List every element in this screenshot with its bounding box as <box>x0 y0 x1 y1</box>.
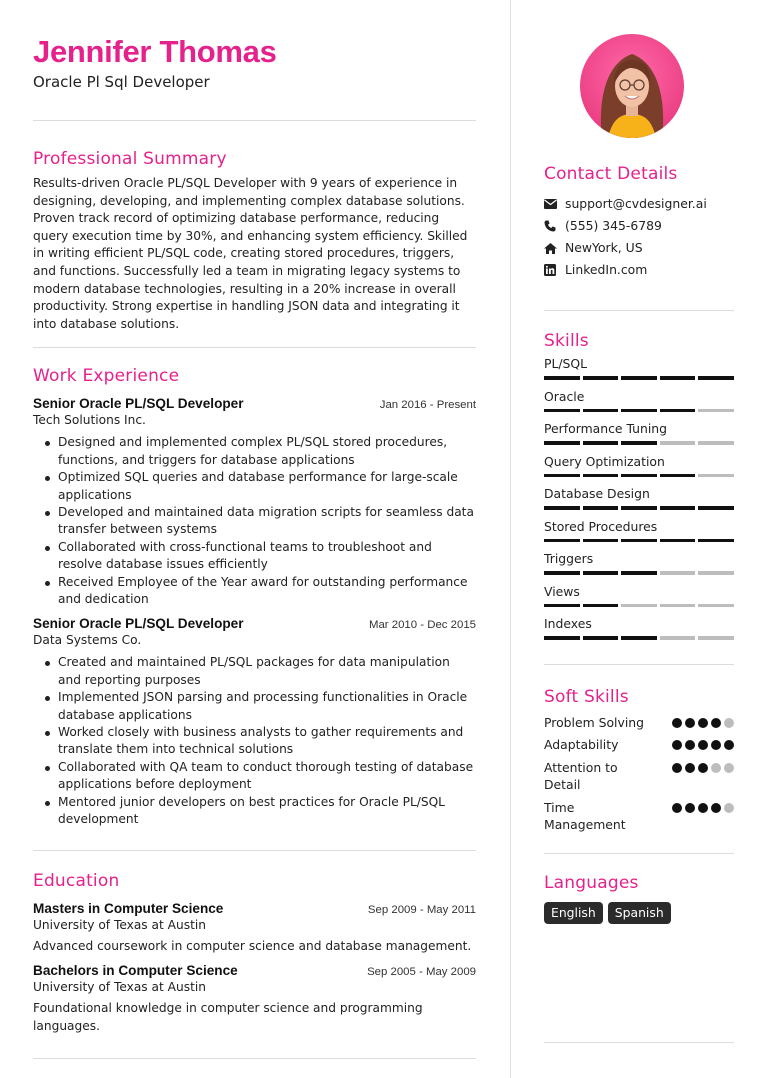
rating-dot-icon <box>724 763 734 773</box>
skill-segment <box>544 506 580 510</box>
job-bullets <box>33 654 476 828</box>
job-bullet-text: Developed and maintained data migration scripts for seamless data transfer between systems <box>58 504 474 537</box>
contact-title: Contact Details <box>544 164 678 184</box>
rating-dot-icon <box>724 718 734 728</box>
job-bullet <box>33 689 476 724</box>
job-bullet <box>33 539 476 574</box>
skill-level-bar <box>544 571 734 575</box>
job-bullet <box>33 434 476 469</box>
school-name: University of Texas at Austin <box>33 980 206 995</box>
candidate-name: Jennifer Thomas <box>33 34 277 69</box>
skill-name: Triggers <box>544 551 594 566</box>
rating-dot-icon <box>724 740 734 750</box>
skills-section <box>544 330 734 640</box>
language-badge: English <box>544 902 603 924</box>
education-entry <box>33 962 476 1035</box>
education-divider <box>33 1058 476 1059</box>
job-entry <box>33 615 476 828</box>
rating-dot-icon <box>685 718 695 728</box>
soft-skill-name: Attention to Detail <box>544 759 618 792</box>
job-bullet-text: Collaborated with QA team to conduct thorough testing of database applications before deployment <box>58 759 474 792</box>
rating-dot-icon <box>672 763 682 773</box>
avatar <box>580 34 684 138</box>
soft-skills-divider <box>544 853 734 854</box>
skill-segment <box>583 409 619 413</box>
skill-segment <box>544 571 580 575</box>
skill-name: Oracle <box>544 388 585 404</box>
skill-item <box>544 389 734 413</box>
job-bullet-text: Mentored junior developers on best practices for Oracle PL/SQL development <box>58 794 445 827</box>
job-header <box>33 615 476 632</box>
bullet-dot-icon <box>45 441 50 446</box>
skill-segment <box>698 604 734 608</box>
skill-segment <box>660 571 696 575</box>
job-list <box>33 395 476 828</box>
bullet-dot-icon <box>45 766 50 771</box>
skill-name: Database Design <box>544 486 650 501</box>
contact-location <box>544 237 734 259</box>
skill-name: PL/SQL <box>544 356 588 371</box>
soft-skill-rating <box>672 763 734 773</box>
skill-segment <box>621 376 657 380</box>
school-name: University of Texas at Austin <box>33 918 206 933</box>
job-bullet-text: Worked closely with business analysts to gather requirements and translate them into technical solutions <box>58 725 464 757</box>
skill-name: Stored Procedures <box>544 518 658 534</box>
skill-level-bar <box>544 539 734 543</box>
skill-segment <box>660 441 696 445</box>
bullet-dot-icon <box>45 801 50 806</box>
skill-item <box>544 454 734 478</box>
soft-skill-item <box>544 736 734 754</box>
skill-name: Performance Tuning <box>544 421 668 436</box>
job-company: Tech Solutions Inc. <box>33 413 146 428</box>
profile-photo <box>580 34 684 138</box>
skill-name: Indexes <box>544 616 592 631</box>
bullet-dot-icon <box>45 476 50 481</box>
phone-icon <box>544 220 565 232</box>
skill-item <box>544 519 734 543</box>
envelope-icon <box>544 199 565 209</box>
job-bullet <box>33 724 476 759</box>
soft-skills-section <box>544 686 734 834</box>
summary-text: Results-driven Oracle PL/SQL Developer with 9 years of experience in designing, developing, and implementing complex database solutions. Proven track record of optimizing database performance, reducing query execution time by 30%, and enhancing system efficiency. Skilled in writing efficient PL/SQL code, creating stored procedures, triggers, and functions. Successfully led a team in migrating legacy systems to modern database technologies, resulting in a 20% increase in overall productivity. Strong expertise in handling JSON data and integrating it into database solutions. <box>33 176 468 331</box>
rating-dot-icon <box>685 763 695 773</box>
skill-level-bar <box>544 441 734 445</box>
skill-item <box>544 551 734 575</box>
skill-name: Views <box>544 583 580 599</box>
contact-email-text: support@cvdesigner.ai <box>565 196 707 211</box>
soft-skill-item <box>544 714 734 732</box>
bullet-dot-icon <box>45 696 50 701</box>
skill-segment <box>660 409 696 413</box>
skill-segment <box>660 506 696 510</box>
skill-segment <box>544 409 580 413</box>
skill-segment <box>621 571 657 575</box>
skill-segment <box>544 604 580 608</box>
contact-divider <box>544 310 734 311</box>
education-entry <box>33 900 476 956</box>
rating-dot-icon <box>711 763 721 773</box>
language-badge: Spanish <box>608 902 671 924</box>
skill-segment <box>660 604 696 608</box>
contact-phone[interactable] <box>544 215 734 237</box>
education-list <box>33 900 476 1035</box>
job-bullet <box>33 574 476 609</box>
skill-level-bar <box>544 636 734 640</box>
soft-skill-rating <box>672 718 734 728</box>
skill-segment <box>698 474 734 478</box>
skill-segment <box>544 636 580 640</box>
column-divider <box>510 0 511 1078</box>
summary-title: Professional Summary <box>33 149 227 169</box>
bullet-dot-icon <box>45 581 50 586</box>
language-list <box>544 902 734 924</box>
skill-item <box>544 421 734 445</box>
soft-skill-rating <box>672 803 734 813</box>
skill-segment <box>660 636 696 640</box>
skill-segment <box>698 636 734 640</box>
skill-segment <box>544 474 580 478</box>
soft-skill-item <box>544 759 734 794</box>
skill-segment <box>660 539 696 543</box>
job-bullet-text: Optimized SQL queries and database performance for large-scale applications <box>58 470 458 502</box>
skill-segment <box>583 506 619 510</box>
skill-segment <box>698 409 734 413</box>
education-header <box>33 900 476 917</box>
job-bullet-text: Designed and implemented complex PL/SQL stored procedures, functions, and triggers for database applications <box>58 435 448 467</box>
skill-segment <box>621 474 657 478</box>
job-bullet <box>33 469 476 504</box>
skill-level-bar <box>544 506 734 510</box>
bullet-dot-icon <box>45 511 50 516</box>
contact-section <box>544 163 734 281</box>
skill-segment <box>621 604 657 608</box>
rating-dot-icon <box>672 740 682 750</box>
rating-dot-icon <box>711 740 721 750</box>
rating-dot-icon <box>711 718 721 728</box>
skill-segment <box>698 539 734 543</box>
education-title: Education <box>33 871 120 892</box>
linkedin-icon <box>544 264 565 276</box>
skill-level-bar <box>544 376 734 380</box>
skill-segment <box>660 474 696 478</box>
rating-dot-icon <box>698 803 708 813</box>
skill-segment <box>621 409 657 413</box>
education-desc: Foundational knowledge in computer science and programming languages. <box>33 1001 423 1033</box>
skill-segment <box>583 604 619 608</box>
rating-dot-icon <box>698 740 708 750</box>
job-bullet-text: Implemented JSON parsing and processing functionalities in Oracle database applications <box>58 690 468 722</box>
job-bullet-text: Created and maintained PL/SQL packages for data manipulation and reporting purposes <box>58 655 450 687</box>
work-divider <box>33 850 476 851</box>
job-company: Data Systems Co. <box>33 633 142 648</box>
job-bullets <box>33 434 476 608</box>
job-bullet <box>33 654 476 689</box>
skill-item <box>544 486 734 510</box>
job-title: Senior Oracle PL/SQL Developer <box>33 396 244 412</box>
skill-segment <box>698 441 734 445</box>
education-section <box>33 870 476 1035</box>
side-bottom-divider <box>544 1042 734 1043</box>
bullet-dot-icon <box>45 661 50 666</box>
contact-email[interactable] <box>544 193 734 215</box>
skill-segment <box>583 441 619 445</box>
soft-skill-rating <box>672 740 734 750</box>
side-column <box>544 34 734 924</box>
skill-item <box>544 356 734 380</box>
skill-segment <box>621 636 657 640</box>
soft-skills-title: Soft Skills <box>544 686 629 707</box>
skill-segment <box>698 571 734 575</box>
skills-divider <box>544 664 734 665</box>
skill-segment <box>544 441 580 445</box>
header-divider <box>33 120 476 121</box>
job-bullet <box>33 504 476 539</box>
job-bullet-text: Received Employee of the Year award for outstanding performance and dedication <box>58 574 468 606</box>
soft-skill-name: Time Management <box>544 799 626 832</box>
skill-list <box>544 356 734 640</box>
degree-title: Bachelors in Computer Science <box>33 963 238 979</box>
work-title: Work Experience <box>33 366 180 387</box>
soft-skill-item <box>544 799 734 834</box>
job-date: Mar 2010 - Dec 2015 <box>368 619 476 632</box>
skill-segment <box>698 506 734 510</box>
skill-level-bar <box>544 474 734 478</box>
job-date: Jan 2016 - Present <box>379 399 476 412</box>
rating-dot-icon <box>685 740 695 750</box>
skill-segment <box>621 441 657 445</box>
rating-dot-icon <box>672 803 682 813</box>
contact-phone-text: (555) 345-6789 <box>565 218 662 233</box>
work-section <box>33 365 476 828</box>
rating-dot-icon <box>672 718 682 728</box>
home-icon <box>544 243 565 254</box>
degree-title: Masters in Computer Science <box>33 901 224 917</box>
main-column <box>33 34 476 1059</box>
bullet-dot-icon <box>45 546 50 551</box>
summary-section <box>33 148 476 333</box>
job-title: Senior Oracle PL/SQL Developer <box>33 616 244 632</box>
skill-item <box>544 616 734 640</box>
skill-segment <box>583 376 619 380</box>
skill-segment <box>583 474 619 478</box>
job-bullet <box>33 759 476 794</box>
rating-dot-icon <box>724 803 734 813</box>
job-header <box>33 395 476 412</box>
contact-linkedin[interactable] <box>544 259 734 281</box>
skill-segment <box>583 539 619 543</box>
languages-section <box>544 872 734 924</box>
job-entry <box>33 395 476 608</box>
education-date: Sep 2005 - May 2009 <box>367 966 476 979</box>
rating-dot-icon <box>711 803 721 813</box>
soft-skill-name: Adaptability <box>544 737 619 752</box>
skill-segment <box>621 506 657 510</box>
skill-level-bar <box>544 604 734 608</box>
skill-level-bar <box>544 409 734 413</box>
rating-dot-icon <box>685 803 695 813</box>
languages-title: Languages <box>544 872 639 893</box>
skill-segment <box>544 539 580 543</box>
soft-skill-list <box>544 714 734 834</box>
skill-segment <box>698 376 734 380</box>
contact-location-text: NewYork, US <box>565 240 643 255</box>
rating-dot-icon <box>698 718 708 728</box>
skills-title: Skills <box>544 331 589 351</box>
education-date: Sep 2009 - May 2011 <box>367 904 476 917</box>
job-bullet-text: Collaborated with cross-functional teams to troubleshoot and resolve database issues efficiently <box>58 539 432 572</box>
skill-segment <box>621 539 657 543</box>
candidate-role: Oracle Pl Sql Developer <box>33 73 210 91</box>
skill-segment <box>583 571 619 575</box>
education-desc: Advanced coursework in computer science and database management. <box>33 939 472 954</box>
contact-linkedin-text: LinkedIn.com <box>565 262 648 277</box>
education-header <box>33 962 476 979</box>
skill-segment <box>660 376 696 380</box>
skill-item <box>544 584 734 608</box>
soft-skill-name: Problem Solving <box>544 714 644 730</box>
skill-segment <box>544 376 580 380</box>
skill-segment <box>583 636 619 640</box>
bullet-dot-icon <box>45 731 50 736</box>
skill-name: Query Optimization <box>544 453 665 469</box>
rating-dot-icon <box>698 763 708 773</box>
job-bullet <box>33 794 476 829</box>
summary-divider <box>33 347 476 348</box>
